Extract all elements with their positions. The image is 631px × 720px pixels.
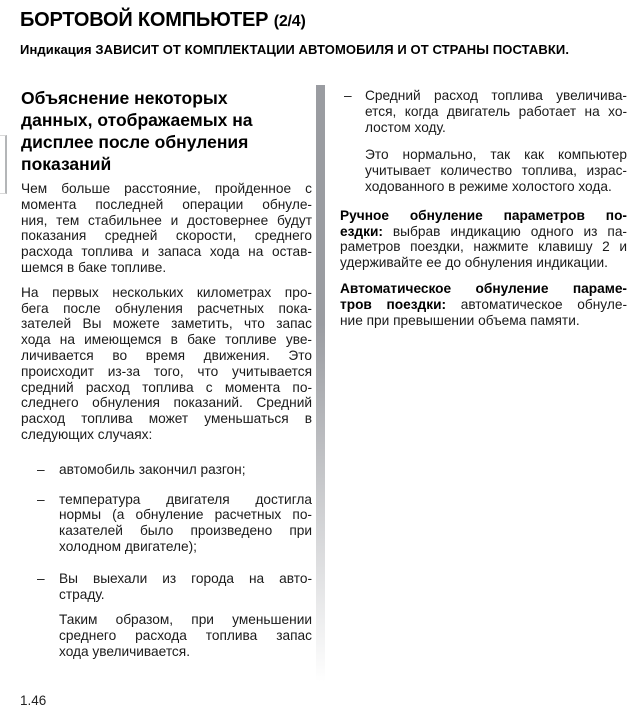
bullet-dash: – <box>37 461 45 477</box>
right-column <box>340 85 627 337</box>
paragraph-distance: Чем больше расстояние, пройденное с момента последней операции обнуле- ния, тем стабильнее и достовернее будут показания средней скорости, среднего расхода топлива и запаса хода на остав- шемся в баке топливе. <box>21 181 312 275</box>
bullet-dash: – <box>37 570 45 586</box>
list-item <box>21 462 312 478</box>
list-item <box>21 492 312 555</box>
list-item <box>21 571 312 603</box>
page-title-text: БОРТОВОЙ КОМПЬЮТЕР <box>20 9 269 31</box>
content-columns <box>0 85 631 705</box>
page-footer <box>20 693 46 709</box>
paragraph-idle-note: Это нормально, так как компьютер учитывает количество топлива, израс- ходованного в режиме холостого хода. <box>365 147 627 194</box>
paragraph-auto-reset: Автоматическое обнуление параме- тров поездки: автоматическое обнуле- ние при превышении объема памяти. <box>340 280 627 328</box>
page-header <box>0 0 631 57</box>
page-subtitle: Индикация ЗАВИСИТ ОТ КОМПЛЕКТАЦИИ АВТОМОБИЛЯ И ОТ СТРАНЫ ПОСТАВКИ. <box>20 42 570 57</box>
bullet-dash: – <box>37 491 45 507</box>
page-number: 1.46 <box>20 693 47 708</box>
list-item <box>340 88 627 135</box>
paragraph-note: Таким образом, при уменьшении среднего расхода топлива запас хода увеличивается. <box>59 612 312 659</box>
paragraph-manual-reset: Ручное обнуление параметров по- ездки: выбрав индикацию одного из па- раметров поездки, нажмите клавишу 2 и удерживайте ее до обнуления индикации. <box>340 207 627 271</box>
page-title-part: (2/4) <box>273 13 306 30</box>
left-column <box>21 85 312 669</box>
list-item-text: Средний расход топлива увеличива- ется, когда двигатель работает на хо- лостом ходу. <box>365 88 627 135</box>
page-title <box>20 8 631 34</box>
list-item-text: Вы выехали из города на авто- страду. <box>59 570 312 602</box>
paragraph-first-kilometers: На первых нескольких километрах про- бега после обнуления расчетных пока- зателей Вы можете заметить, что запас хода на имеющемся в баке топливе уве- личивается во время движения. Это происходит из-за того, что учитывается средний расход топлива с момента по- следнего обнуления показаний. Средний расход топлива может уменьшаться в следующих случаях: <box>21 284 312 442</box>
column-divider <box>316 85 325 682</box>
bullet-dash: – <box>344 88 352 103</box>
list-item-text: температура двигателя достигла нормы (а обнуление расчетных по- казателей было произведено при холодном двигателе); <box>59 491 312 554</box>
section-heading: Объяснение некоторых данных, отображаемых на дисплее после обнуления показаний <box>21 88 253 174</box>
list-item-text: автомобиль закончил разгон; <box>59 461 246 477</box>
